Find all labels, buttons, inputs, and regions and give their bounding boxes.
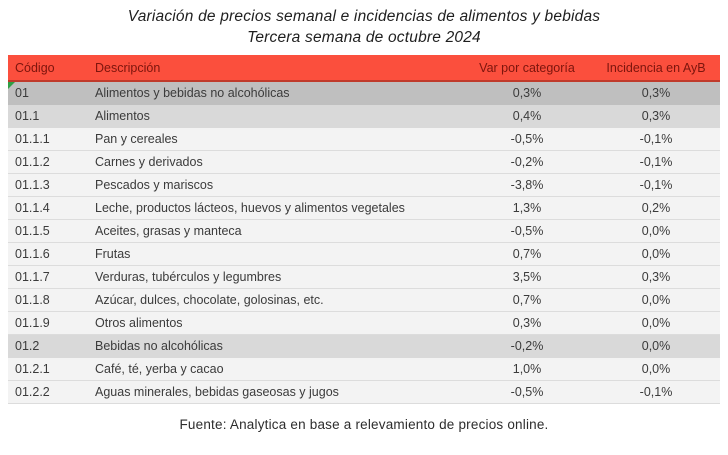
cell-descripcion xyxy=(90,357,462,380)
figure-subtitle: Tercera semana de octubre 2024 xyxy=(247,29,481,46)
cell-incidencia-ayb xyxy=(592,81,720,104)
table-row xyxy=(8,150,720,173)
cell-codigo xyxy=(8,265,90,288)
cell-codigo-text: 01.1.6 xyxy=(15,246,50,261)
cell-var-categoria xyxy=(462,288,592,311)
cell-descripcion xyxy=(90,196,462,219)
cell-incidencia-ayb-text: 0,3% xyxy=(641,108,671,123)
cell-incidencia-ayb-text: -0,1% xyxy=(639,131,673,146)
cell-codigo-text: 01.1.8 xyxy=(15,292,50,307)
table-row xyxy=(8,288,720,311)
table-row xyxy=(8,242,720,265)
cell-codigo-text: 01.1.2 xyxy=(15,154,50,169)
cell-codigo-text: 01.1 xyxy=(15,108,40,123)
figure-title-block xyxy=(0,6,728,48)
cell-var-categoria xyxy=(462,81,592,104)
cell-codigo xyxy=(8,196,90,219)
cell-codigo-text: 01.2.1 xyxy=(15,361,50,376)
cell-codigo-text: 01.1.7 xyxy=(15,269,50,284)
cell-incidencia-ayb xyxy=(592,104,720,127)
cell-descripcion-text: Verduras, tubérculos y legumbres xyxy=(95,269,282,284)
table-row xyxy=(8,104,720,127)
cell-descripcion xyxy=(90,173,462,196)
cell-descripcion-text: Bebidas no alcohólicas xyxy=(95,338,223,353)
cell-codigo xyxy=(8,104,90,127)
cell-incidencia-ayb-text: 0,0% xyxy=(641,246,671,261)
cell-var-categoria xyxy=(462,127,592,150)
cell-var-categoria-text: 0,4% xyxy=(512,108,542,123)
cell-incidencia-ayb xyxy=(592,127,720,150)
table-row xyxy=(8,219,720,242)
cell-codigo xyxy=(8,127,90,150)
column-header-descripcion: Descripción xyxy=(90,55,462,81)
cell-codigo xyxy=(8,311,90,334)
cell-codigo-text: 01.2 xyxy=(15,338,40,353)
cell-var-categoria xyxy=(462,150,592,173)
table-row xyxy=(8,127,720,150)
cell-incidencia-ayb xyxy=(592,288,720,311)
table-row xyxy=(8,311,720,334)
cell-var-categoria-text: 1,3% xyxy=(512,200,542,215)
cell-var-categoria-text: -3,8% xyxy=(510,177,544,192)
cell-descripcion-text: Alimentos xyxy=(95,108,150,123)
cell-var-categoria-text: 0,3% xyxy=(512,315,542,330)
cell-incidencia-ayb-text: -0,1% xyxy=(639,154,673,169)
cell-incidencia-ayb xyxy=(592,242,720,265)
source-note: Fuente: Analytica en base a relevamiento de precios online. xyxy=(179,416,549,432)
cell-codigo xyxy=(8,173,90,196)
cell-descripcion-text: Alimentos y bebidas no alcohólicas xyxy=(95,85,290,100)
table-header-row xyxy=(8,55,720,81)
cell-descripcion-text: Aguas minerales, bebidas gaseosas y jugos xyxy=(95,384,339,399)
cell-incidencia-ayb-text: -0,1% xyxy=(639,177,673,192)
cell-descripcion-text: Otros alimentos xyxy=(95,315,183,330)
cell-descripcion xyxy=(90,81,462,104)
cell-incidencia-ayb-text: 0,0% xyxy=(641,338,671,353)
cell-var-categoria xyxy=(462,219,592,242)
cell-incidencia-ayb-text: 0,0% xyxy=(641,361,671,376)
cell-var-categoria-text: -0,2% xyxy=(510,154,544,169)
cell-codigo xyxy=(8,242,90,265)
cell-descripcion xyxy=(90,219,462,242)
cell-codigo-text: 01.1.9 xyxy=(15,315,50,330)
cell-var-categoria xyxy=(462,196,592,219)
cell-codigo xyxy=(8,81,90,104)
cell-descripcion-text: Pan y cereales xyxy=(95,131,178,146)
cell-codigo-text: 01 xyxy=(15,85,29,100)
cell-descripcion-text: Pescados y mariscos xyxy=(95,177,214,192)
cell-codigo-text: 01.2.2 xyxy=(15,384,50,399)
cell-incidencia-ayb xyxy=(592,265,720,288)
cell-var-categoria xyxy=(462,357,592,380)
cell-var-categoria xyxy=(462,265,592,288)
table-row xyxy=(8,173,720,196)
cell-incidencia-ayb-text: 0,0% xyxy=(641,223,671,238)
cell-var-categoria-text: 0,7% xyxy=(512,246,542,261)
cell-incidencia-ayb-text: -0,1% xyxy=(639,384,673,399)
cell-codigo xyxy=(8,219,90,242)
cell-var-categoria-text: -0,5% xyxy=(510,384,544,399)
cell-descripcion xyxy=(90,380,462,403)
cell-var-categoria xyxy=(462,334,592,357)
cell-codigo xyxy=(8,380,90,403)
cell-var-categoria xyxy=(462,173,592,196)
cell-descripcion-text: Aceites, grasas y manteca xyxy=(95,223,242,238)
table-row xyxy=(8,196,720,219)
cell-descripcion xyxy=(90,104,462,127)
cell-codigo xyxy=(8,357,90,380)
cell-descripcion xyxy=(90,265,462,288)
table-row xyxy=(8,380,720,403)
cell-var-categoria-text: 0,7% xyxy=(512,292,542,307)
cell-codigo-text: 01.1.4 xyxy=(15,200,50,215)
cell-incidencia-ayb-text: 0,0% xyxy=(641,315,671,330)
cell-codigo-text: 01.1.3 xyxy=(15,177,50,192)
cell-var-categoria xyxy=(462,380,592,403)
column-header-var-categoria: Var por categoría xyxy=(462,55,592,81)
cell-incidencia-ayb xyxy=(592,357,720,380)
cell-descripcion xyxy=(90,288,462,311)
cell-incidencia-ayb xyxy=(592,311,720,334)
cell-var-categoria-text: -0,2% xyxy=(510,338,544,353)
cell-incidencia-ayb xyxy=(592,380,720,403)
cell-descripcion-text: Frutas xyxy=(95,246,131,261)
cell-incidencia-ayb-text: 0,0% xyxy=(641,292,671,307)
figure-title: Variación de precios semanal e incidencias de alimentos y bebidas xyxy=(127,8,601,25)
cell-incidencia-ayb-text: 0,3% xyxy=(641,269,671,284)
cell-var-categoria-text: 3,5% xyxy=(512,269,542,284)
column-header-codigo: Código xyxy=(8,55,90,81)
table-row xyxy=(8,265,720,288)
cell-var-categoria-text: 0,3% xyxy=(512,85,542,100)
cell-descripcion xyxy=(90,334,462,357)
cell-var-categoria xyxy=(462,311,592,334)
cell-codigo xyxy=(8,334,90,357)
cell-descripcion xyxy=(90,127,462,150)
cell-var-categoria xyxy=(462,104,592,127)
cell-descripcion xyxy=(90,311,462,334)
cell-descripcion-text: Leche, productos lácteos, huevos y alimentos vegetales xyxy=(95,200,405,215)
cell-var-categoria-text: 1,0% xyxy=(512,361,542,376)
cell-incidencia-ayb xyxy=(592,219,720,242)
green-corner-marker-icon xyxy=(8,82,15,89)
cell-descripcion-text: Café, té, yerba y cacao xyxy=(95,361,224,376)
cell-descripcion xyxy=(90,242,462,265)
cell-incidencia-ayb xyxy=(592,334,720,357)
table-row xyxy=(8,357,720,380)
column-header-incidencia-ayb: Incidencia en AyB xyxy=(592,55,720,81)
cell-var-categoria-text: -0,5% xyxy=(510,131,544,146)
cell-var-categoria-text: -0,5% xyxy=(510,223,544,238)
cell-incidencia-ayb-text: 0,2% xyxy=(641,200,671,215)
cell-incidencia-ayb xyxy=(592,196,720,219)
cell-var-categoria xyxy=(462,242,592,265)
cell-codigo-text: 01.1.5 xyxy=(15,223,50,238)
price-variation-table xyxy=(8,55,720,404)
cell-codigo xyxy=(8,288,90,311)
cell-codigo-text: 01.1.1 xyxy=(15,131,50,146)
cell-descripcion-text: Azúcar, dulces, chocolate, golosinas, etc. xyxy=(95,292,324,307)
cell-descripcion-text: Carnes y derivados xyxy=(95,154,203,169)
cell-descripcion xyxy=(90,150,462,173)
cell-incidencia-ayb xyxy=(592,173,720,196)
cell-codigo xyxy=(8,150,90,173)
cell-incidencia-ayb xyxy=(592,150,720,173)
table-row xyxy=(8,334,720,357)
table-row xyxy=(8,81,720,104)
cell-incidencia-ayb-text: 0,3% xyxy=(641,85,671,100)
